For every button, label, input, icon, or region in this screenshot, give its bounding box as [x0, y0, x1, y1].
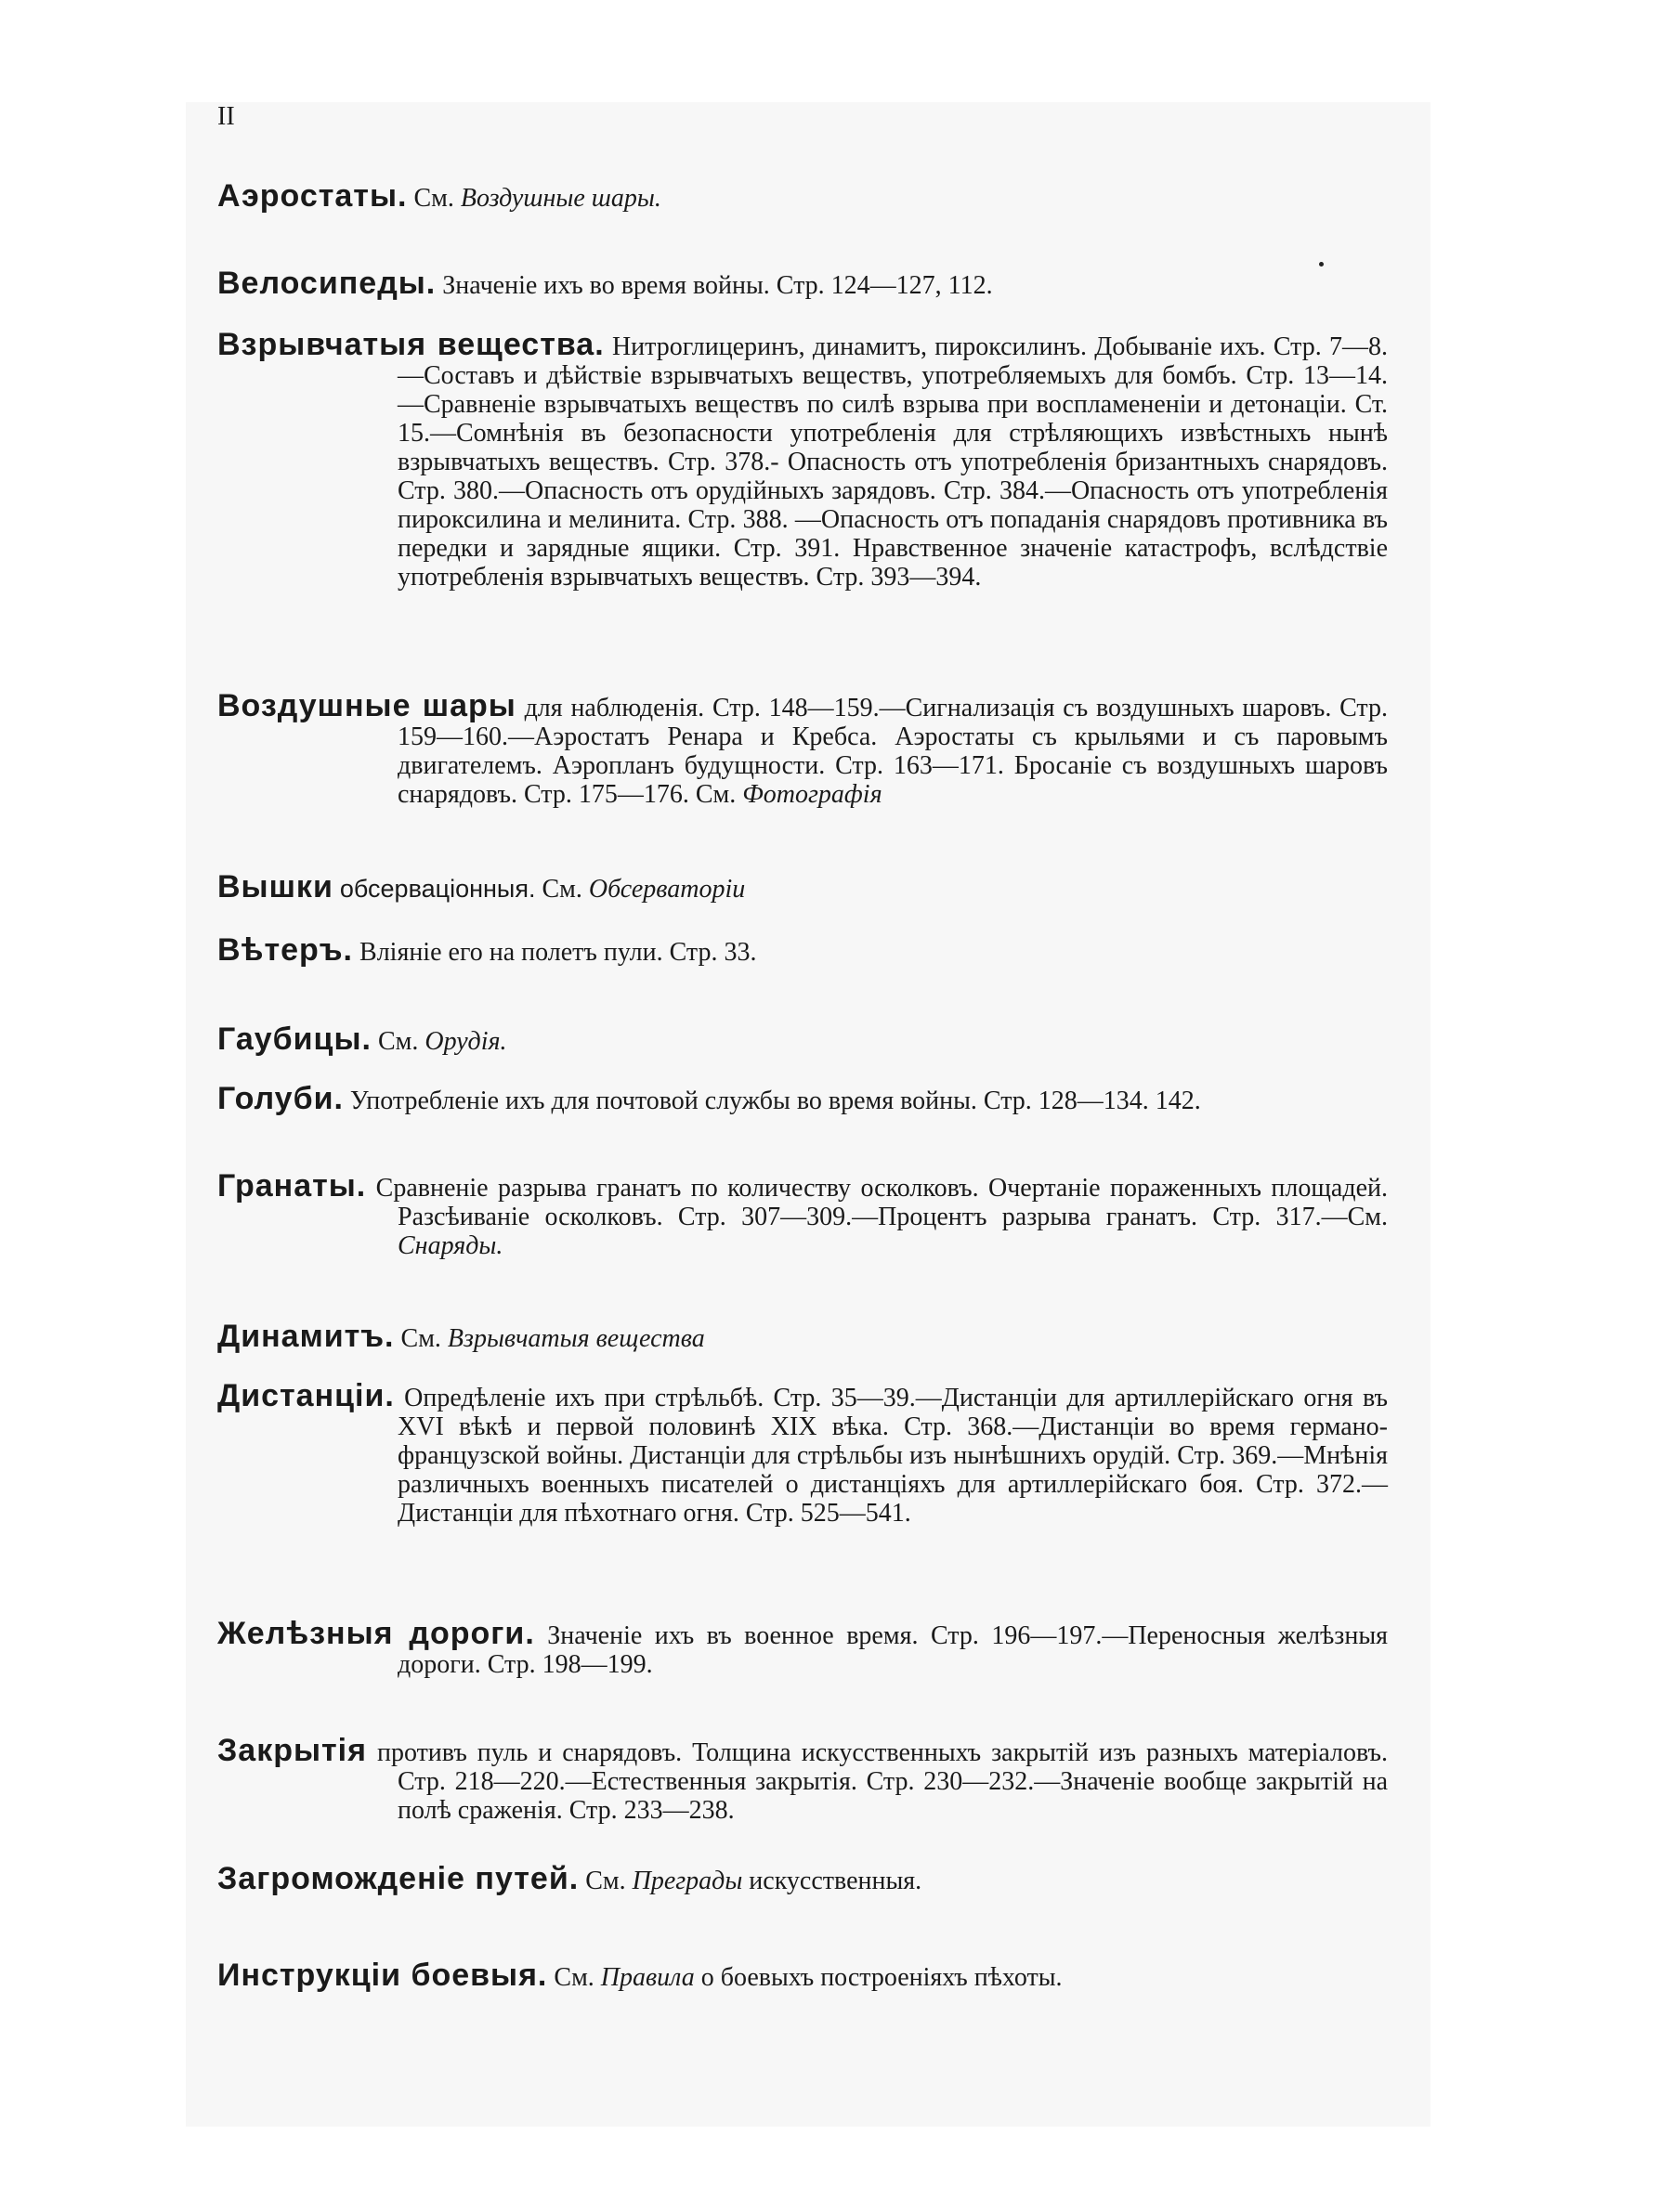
entry-text: Употребленіе ихъ для почтовой службы во время войны. Стр. 128—134. 142.	[349, 1086, 1201, 1115]
entry-text: Опредѣленіе ихъ при стрѣльбѣ. Стр. 35—39.—Дистанціи для артиллерійскаго огня въ XVI вѣкѣ и первой половинѣ XIX вѣка. Стр. 368.—Дистанціи во время германо-французской войны. Дистанціи для стрѣльбы изъ нынѣшнихъ орудій. Стр. 369.—Мнѣнія различныхъ военныхъ писателей о дистанціяхъ для артиллерійскаго боя. Стр. 372.—Дистанціи для пѣхотнаго огня. Стр. 525—541.	[398, 1384, 1388, 1528]
entry-text: противъ пуль и снарядовъ. Толщина искусственныхъ закрытій изъ разныхъ матеріаловъ. Стр. 218—220.—Естественныя закрытія. Стр. 230—232.—Значеніе вообще закрытій на полѣ сраженія. Стр. 233—238.	[376, 1738, 1388, 1825]
entry-heading: Вышки	[217, 869, 333, 904]
entry-heading: Инструкціи боевыя.	[217, 1958, 548, 1993]
entry-text-after: искусственныя.	[749, 1867, 922, 1895]
entry-subheading: обсерваціонныя.	[339, 875, 536, 903]
entry-heading: Вѣтеръ.	[217, 932, 354, 968]
entry-cross-reference: Снаряды.	[398, 1231, 503, 1260]
entry-heading: Аэростаты.	[217, 178, 408, 214]
entry-heading: Динамитъ.	[217, 1319, 395, 1354]
index-entry	[217, 1861, 1388, 1896]
index-entry	[217, 869, 1388, 904]
entry-text: См.	[377, 1027, 419, 1056]
index-entry	[217, 1616, 1389, 1679]
entry-cross-reference: Правила	[600, 1963, 695, 1992]
index-entry	[217, 266, 1388, 301]
entry-cross-reference: Орудія.	[425, 1027, 507, 1056]
entry-cross-reference: Преграды	[632, 1867, 743, 1895]
index-entry	[217, 1081, 1388, 1116]
entry-heading: Гранаты.	[217, 1168, 367, 1204]
entry-text: См.	[542, 875, 582, 904]
entry-cross-reference: Фотографія	[742, 780, 882, 809]
entry-text: Сравненіе разрыва гранатъ по количеству осколковъ. Очертаніе пораженныхъ площадей. Разсѣиваніе осколковъ. Стр. 307—309.—Процентъ разрыва гранатъ. Стр. 317.—См.	[375, 1174, 1388, 1231]
index-entry	[217, 1021, 1388, 1057]
entry-text: для наблюденія. Стр. 148—159.—Сигнализація съ воздушныхъ шаровъ. Стр. 159—160.—Аэростатъ Ренара и Кребса. Аэростаты съ крыльями и съ паровымъ двигателемъ. Аэропланъ будущности. Стр. 163—171. Бросаніе съ воздушныхъ шаровъ снарядовъ. Стр. 175—176. См.	[398, 694, 1389, 809]
entry-heading: Дистанціи.	[217, 1378, 395, 1413]
entry-text: Значеніе ихъ во время войны. Стр. 124—127, 112.	[442, 271, 993, 300]
entry-text-after: о боевыхъ построеніяхъ пѣхоты.	[700, 1963, 1063, 1992]
entry-text: Нитроглицеринъ, динамитъ, пироксилинъ. Добываніе ихъ. Стр. 7—8.—Составъ и дѣйствіе взрывчатыхъ веществъ, употребляемыхъ для бомбъ. Стр. 13—14.—Сравненіе взрывчатыхъ веществъ по силѣ взрыва при воспламененіи и детонаціи. Ст. 15.—Сомнѣнія въ безопасности употребленія для стрѣляющихъ извѣстныхъ нынѣ взрывчатыхъ веществъ. Стр. 378.- Опасность отъ употребленія бризантныхъ снарядовъ. Стр. 380.—Опасность отъ орудійныхъ зарядовъ. Стр. 384.—Опасность отъ употребленія пироксилина и мелинита. Стр. 388. —Опасность отъ попаданія снарядовъ противника въ передки и зарядные ящики. Стр. 391. Нравственное значеніе катастрофъ, вслѣдствіе употребленія взрывчатыхъ веществъ. Стр. 393—394.	[398, 332, 1389, 592]
entry-heading: Велосипеды.	[217, 266, 437, 301]
ink-speck	[1319, 262, 1324, 267]
index-entry	[217, 178, 1388, 214]
page-number: II	[217, 102, 235, 131]
index-entry	[217, 932, 1388, 968]
entry-text: См.	[585, 1867, 626, 1895]
index-entry	[217, 1733, 1388, 1825]
entry-heading: Закрытія	[217, 1733, 367, 1768]
entry-heading: Взрывчатыя вещества.	[217, 327, 605, 362]
entry-cross-reference: Обсерваторіи	[588, 875, 746, 904]
index-entry	[217, 327, 1389, 592]
entry-heading: Загроможденіе путей.	[217, 1861, 580, 1896]
entry-heading: Желѣзныя дороги.	[217, 1616, 535, 1651]
entry-cross-reference: Взрывчатыя вещества	[447, 1324, 705, 1353]
entry-text: См.	[413, 184, 454, 213]
entry-text: Значеніе ихъ въ военное время. Стр. 196—197.—Переносныя желѣзныя дороги. Стр. 198—199.	[398, 1621, 1389, 1679]
entry-text: См.	[554, 1963, 594, 1992]
entry-heading: Голуби.	[217, 1081, 344, 1116]
entry-text: См.	[400, 1324, 441, 1353]
index-entry	[217, 1378, 1388, 1528]
entry-heading: Гаубицы.	[217, 1021, 372, 1057]
index-entry	[217, 1319, 1388, 1354]
entry-text: Вліяніе его на полетъ пули. Стр. 33.	[359, 938, 757, 967]
index-entry	[217, 1168, 1388, 1260]
entry-heading: Воздушные шары	[217, 688, 516, 723]
index-entry	[217, 1958, 1388, 1993]
index-entry	[217, 688, 1389, 809]
entry-cross-reference: Воздушные шары.	[460, 184, 661, 213]
